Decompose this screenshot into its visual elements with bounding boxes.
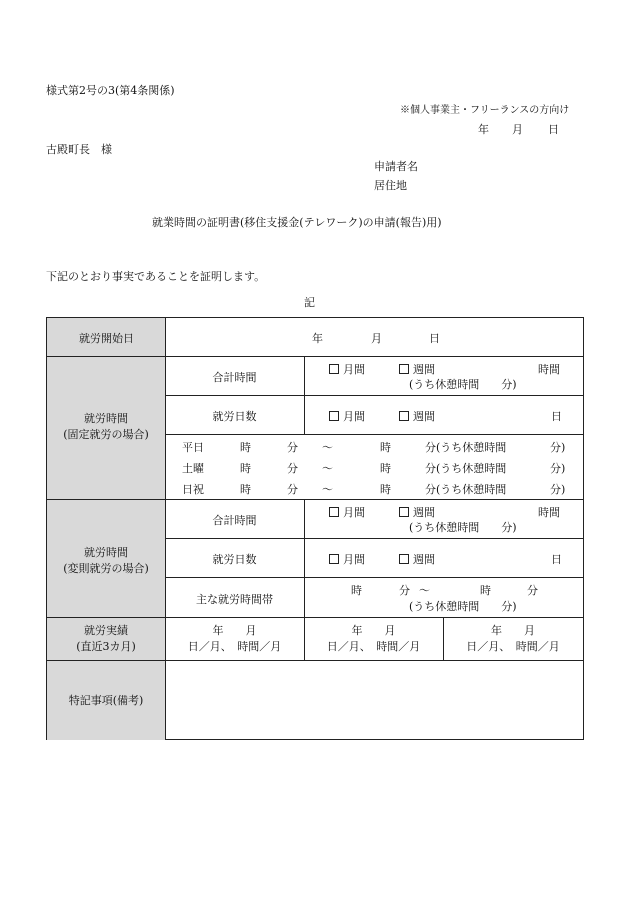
- fixed-total-option-month[interactable]: [329, 361, 365, 377]
- record-label: 就労実績: [84, 624, 128, 637]
- fixed-total-break: (うち休憩時間 分): [409, 378, 517, 391]
- option-label: 週間: [413, 363, 435, 376]
- checkbox[interactable]: [399, 364, 409, 374]
- variable-days-label: 就労日数: [212, 553, 257, 566]
- record-month-3-ym: 年 月: [491, 624, 535, 637]
- variable-band-break: (うち休憩時間 分): [409, 600, 517, 613]
- target-note: ※個人事業主・フリーランスの方向け: [400, 105, 570, 116]
- row-divider: [165, 434, 583, 435]
- variable-sublabel: (変則就労の場合): [63, 562, 149, 575]
- hour-unit: 時: [240, 441, 251, 454]
- variable-total-label: 合計時間: [212, 514, 257, 527]
- range-tilde: 〜: [322, 483, 333, 496]
- hour-unit: 時: [240, 483, 251, 496]
- fixed-days-option-month[interactable]: [329, 408, 365, 424]
- row-divider: [47, 499, 583, 500]
- record-month-2-detail: 日／月、 時間／月: [326, 640, 421, 653]
- row-divider: [165, 538, 583, 539]
- hour-unit: 時: [380, 441, 391, 454]
- remarks-label: 特記事項(備考): [68, 694, 144, 707]
- fixed-total-option-week[interactable]: [399, 361, 435, 377]
- hour-unit: 時: [380, 483, 391, 496]
- start-date-month: 月: [371, 332, 382, 345]
- record-sublabel: (直近3カ月): [76, 640, 136, 653]
- date-day: 日: [548, 123, 559, 136]
- checkbox[interactable]: [329, 411, 339, 421]
- minute-unit: 分: [287, 462, 298, 475]
- date-year: 年: [478, 123, 489, 136]
- checkbox[interactable]: [329, 554, 339, 564]
- intro-text: 下記のとおり事実であることを証明します。: [46, 270, 266, 283]
- applicant-name-label: 申請者名: [374, 160, 418, 173]
- fixed-total-unit: 時間: [538, 363, 560, 376]
- variable-days-option-week[interactable]: [399, 551, 435, 567]
- row-divider: [165, 577, 583, 578]
- hour-unit: 時: [240, 462, 251, 475]
- row-divider: [47, 617, 583, 618]
- remarks-field[interactable]: [166, 661, 582, 738]
- row-divider: [47, 356, 583, 357]
- hour-unit: 時: [380, 462, 391, 475]
- fixed-days-unit: 日: [551, 410, 562, 423]
- record-month-3-detail: 日／月、 時間／月: [466, 640, 560, 653]
- variable-total-break: (うち休憩時間 分): [409, 521, 517, 534]
- checkbox[interactable]: [399, 411, 409, 421]
- fixed-days-option-week[interactable]: [399, 408, 435, 424]
- ki-heading: 記: [304, 296, 315, 309]
- option-label: 週間: [413, 506, 435, 519]
- col-divider: [304, 356, 305, 434]
- checkbox[interactable]: [399, 507, 409, 517]
- day-label: 土曜: [182, 462, 204, 475]
- checkbox[interactable]: [329, 507, 339, 517]
- option-label: 週間: [413, 553, 435, 566]
- start-date-label: 就労開始日: [79, 332, 134, 345]
- date-month: 月: [512, 123, 523, 136]
- record-month-1-ym: 年 月: [212, 624, 257, 637]
- row-divider: [165, 395, 583, 396]
- minute-unit: 分): [550, 462, 566, 475]
- day-label: 日祝: [182, 483, 204, 496]
- record-month-2-ym: 年 月: [351, 624, 396, 637]
- form-number: 様式第2号の3(第4条関係): [46, 84, 175, 97]
- checkbox[interactable]: [329, 364, 339, 374]
- band-minute-unit: 分: [399, 584, 410, 597]
- fixed-label: 就労時間: [84, 412, 128, 425]
- checkbox[interactable]: [399, 554, 409, 564]
- start-date-year: 年: [312, 332, 323, 345]
- record-month-1-detail: 日／月、 時間／月: [187, 640, 282, 653]
- variable-days-option-month[interactable]: [329, 551, 365, 567]
- start-date-day: 日: [429, 332, 440, 345]
- option-label: 月間: [343, 363, 365, 376]
- option-label: 月間: [343, 553, 365, 566]
- minute-unit: 分: [287, 483, 298, 496]
- range-tilde: 〜: [322, 441, 333, 454]
- band-minute-unit: 分: [527, 584, 538, 597]
- minute-unit: 分: [287, 441, 298, 454]
- option-label: 週間: [413, 410, 435, 423]
- band-range-tilde: 〜: [419, 584, 430, 597]
- minute-break-label: 分(うち休憩時間: [425, 483, 507, 496]
- fixed-days-label: 就労日数: [212, 410, 257, 423]
- addressee: 古殿町長 様: [46, 143, 112, 156]
- fixed-total-label: 合計時間: [212, 371, 257, 384]
- variable-total-unit: 時間: [538, 506, 560, 519]
- col-divider: [304, 499, 305, 617]
- variable-label: 就労時間: [84, 546, 128, 559]
- certificate-table: [46, 317, 584, 740]
- band-hour-unit: 時: [480, 584, 491, 597]
- band-hour-unit: 時: [351, 584, 362, 597]
- day-label: 平日: [182, 441, 204, 454]
- fixed-sublabel: (固定就労の場合): [63, 428, 149, 441]
- header-date: [478, 121, 559, 137]
- variable-days-unit: 日: [551, 553, 562, 566]
- range-tilde: 〜: [322, 462, 333, 475]
- minute-unit: 分): [550, 483, 566, 496]
- variable-total-option-month[interactable]: [329, 504, 365, 520]
- option-label: 月間: [343, 506, 365, 519]
- document-title: 就業時間の証明書(移住支援金(テレワーク)の申請(報告)用): [152, 216, 442, 229]
- minute-unit: 分): [550, 441, 566, 454]
- variable-band-label: 主な就労時間帯: [196, 593, 273, 606]
- minute-break-label: 分(うち休憩時間: [425, 462, 507, 475]
- address-label: 居住地: [374, 179, 407, 192]
- option-label: 月間: [343, 410, 365, 423]
- variable-total-option-week[interactable]: [399, 504, 435, 520]
- minute-break-label: 分(うち休憩時間: [425, 441, 507, 454]
